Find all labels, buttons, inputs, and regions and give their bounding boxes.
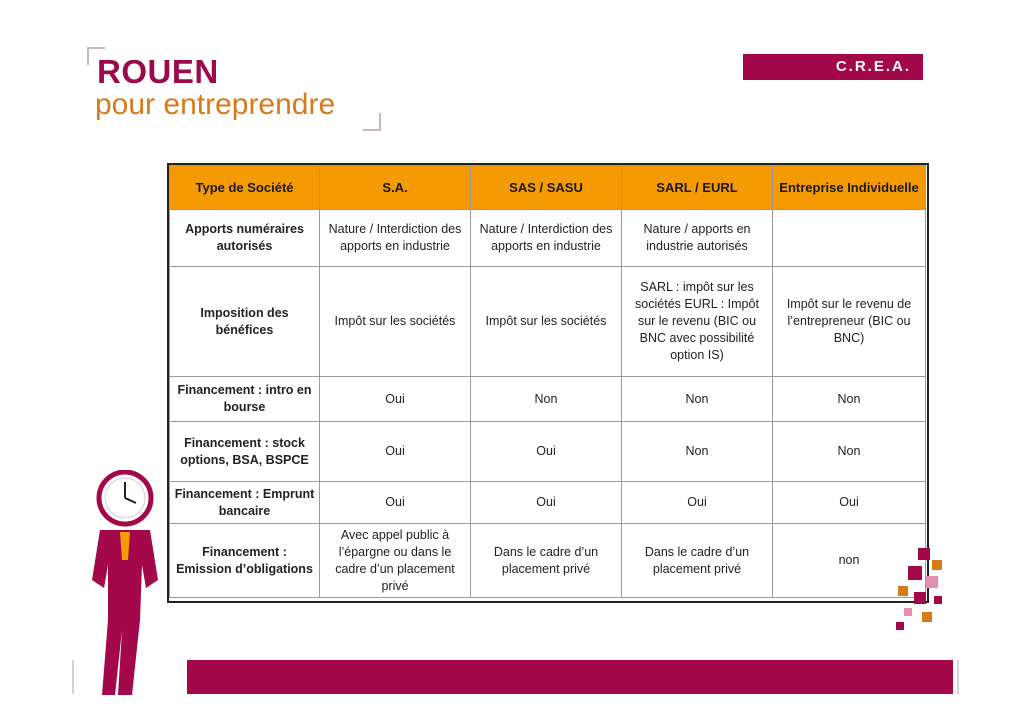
table-cell xyxy=(773,210,926,267)
table-cell: Impôt sur les sociétés xyxy=(320,267,471,377)
table-cell: Non xyxy=(773,377,926,422)
row-label: Financement : stock options, BSA, BSPCE xyxy=(170,422,320,482)
table-cell: Oui xyxy=(320,422,471,482)
table-row xyxy=(170,267,926,377)
header-cell: SAS / SASU xyxy=(471,166,622,210)
divider-left xyxy=(72,660,74,694)
header-cell: Type de Société xyxy=(170,166,320,210)
table-row xyxy=(170,377,926,422)
table-cell: Non xyxy=(622,422,773,482)
table-cell: Oui xyxy=(320,482,471,524)
table-cell: Impôt sur le revenu de l’entrepreneur (BIC ou BNC) xyxy=(773,267,926,377)
table-cell: Nature / apports en industrie autorisés xyxy=(622,210,773,267)
logo-line-2: pour entreprendre xyxy=(95,88,336,121)
table-cell: SARL : impôt sur les sociétés EURL : Impôt sur le revenu (BIC ou BNC avec possibilité option IS) xyxy=(622,267,773,377)
divider-right xyxy=(957,660,959,694)
crea-badge: C.R.E.A. xyxy=(743,54,923,80)
table-cell: Oui xyxy=(320,377,471,422)
logo-line-1: ROUEN xyxy=(97,53,219,90)
table-row xyxy=(170,524,926,598)
row-label: Apports numéraires autorisés xyxy=(170,210,320,267)
table-row xyxy=(170,422,926,482)
table-cell: Dans le cadre d’un placement privé xyxy=(471,524,622,598)
row-label: Imposition des bénéfices xyxy=(170,267,320,377)
table-cell: Non xyxy=(773,422,926,482)
row-label: Financement : Emission d’obligations xyxy=(170,524,320,598)
table-row xyxy=(170,482,926,524)
header-cell: S.A. xyxy=(320,166,471,210)
row-label: Financement : intro en bourse xyxy=(170,377,320,422)
square-mosaic-icon xyxy=(894,540,954,640)
table-row xyxy=(170,210,926,267)
row-label: Financement : Emprunt bancaire xyxy=(170,482,320,524)
table-cell: Non xyxy=(622,377,773,422)
table-cell: Dans le cadre d’un placement privé xyxy=(622,524,773,598)
clock-head-person-icon xyxy=(80,470,170,698)
logo-bracket-bottom-right xyxy=(363,113,381,131)
table-cell: non xyxy=(773,524,926,598)
table-cell: Impôt sur les sociétés xyxy=(471,267,622,377)
footer-bar xyxy=(187,660,953,694)
table-cell: Avec appel public à l’épargne ou dans le cadre d’un placement privé xyxy=(320,524,471,598)
header-cell: Entreprise Individuelle xyxy=(773,166,926,210)
header-cell: SARL / EURL xyxy=(622,166,773,210)
table-cell: Non xyxy=(471,377,622,422)
table-cell: Oui xyxy=(471,422,622,482)
table-cell: Nature / Interdiction des apports en industrie xyxy=(471,210,622,267)
table-cell: Oui xyxy=(622,482,773,524)
table-cell: Oui xyxy=(773,482,926,524)
logo xyxy=(87,47,387,132)
table-header-row xyxy=(170,166,926,210)
table-cell: Oui xyxy=(471,482,622,524)
table-cell: Nature / Interdiction des apports en industrie xyxy=(320,210,471,267)
comparison-table xyxy=(167,163,929,603)
